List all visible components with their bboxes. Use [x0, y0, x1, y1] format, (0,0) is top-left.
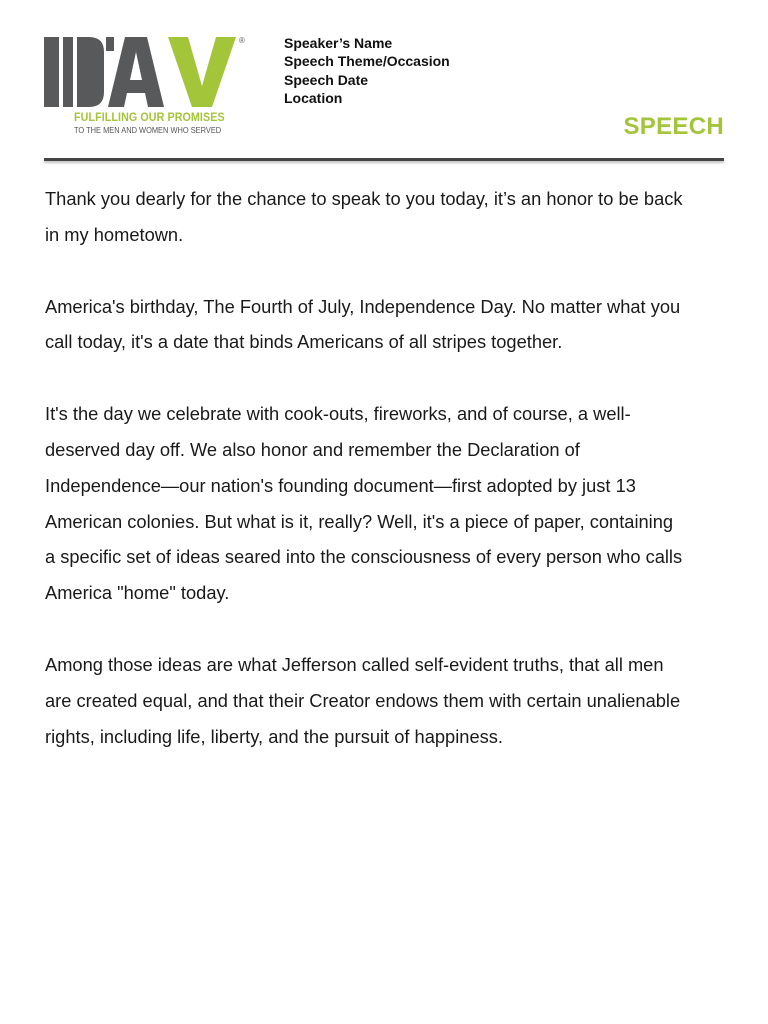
logo-letter-d — [44, 37, 104, 107]
logo-letter-a — [106, 37, 164, 107]
speech-meta — [284, 34, 450, 107]
speech-paragraph: Among those ideas are what Jefferson called self-evident truths, that all men are created equal, and that their Creator endows them with certain unalienable rights, including life, liberty, and the pursuit of happiness. — [45, 653, 681, 747]
speech-paragraph: America's birthday, The Fourth of July, Independence Day. No matter what you call today, it's a date that binds Americans of all stripes together. — [45, 295, 681, 353]
document-type-label: SPEECH — [623, 113, 724, 140]
logo-tagline-secondary: TO THE MEN AND WOMEN WHO SERVED — [74, 126, 222, 135]
meta-speech-date: Speech Date — [284, 71, 369, 88]
speech-paragraph: Thank you dearly for the chance to speak to you today, it’s an honor to be back in my hometown. — [45, 188, 683, 245]
logo-letter-v — [168, 37, 236, 107]
header-divider — [44, 158, 724, 161]
speech-body — [45, 181, 685, 754]
registered-mark: ® — [239, 36, 245, 45]
speech-paragraph: It's the day we celebrate with cook-outs, fireworks, and of course, a well-deserved day off. We also honor and remember the Declaration of Independence—our nation's founding document—first adopted by just 13 American colonies. But what is it, really? Well, it's a piece of paper, containing a specific set of ideas seared into the consciousness of every person who calls America "home" today. — [45, 403, 683, 604]
logo-tagline-primary: FULFILLING OUR PROMISES — [74, 112, 225, 124]
meta-speaker-name: Speaker’s Name — [284, 35, 393, 51]
meta-theme-occasion: Speech Theme/Occasion — [284, 53, 450, 70]
meta-location: Location — [284, 89, 343, 106]
dav-logo — [44, 34, 248, 138]
